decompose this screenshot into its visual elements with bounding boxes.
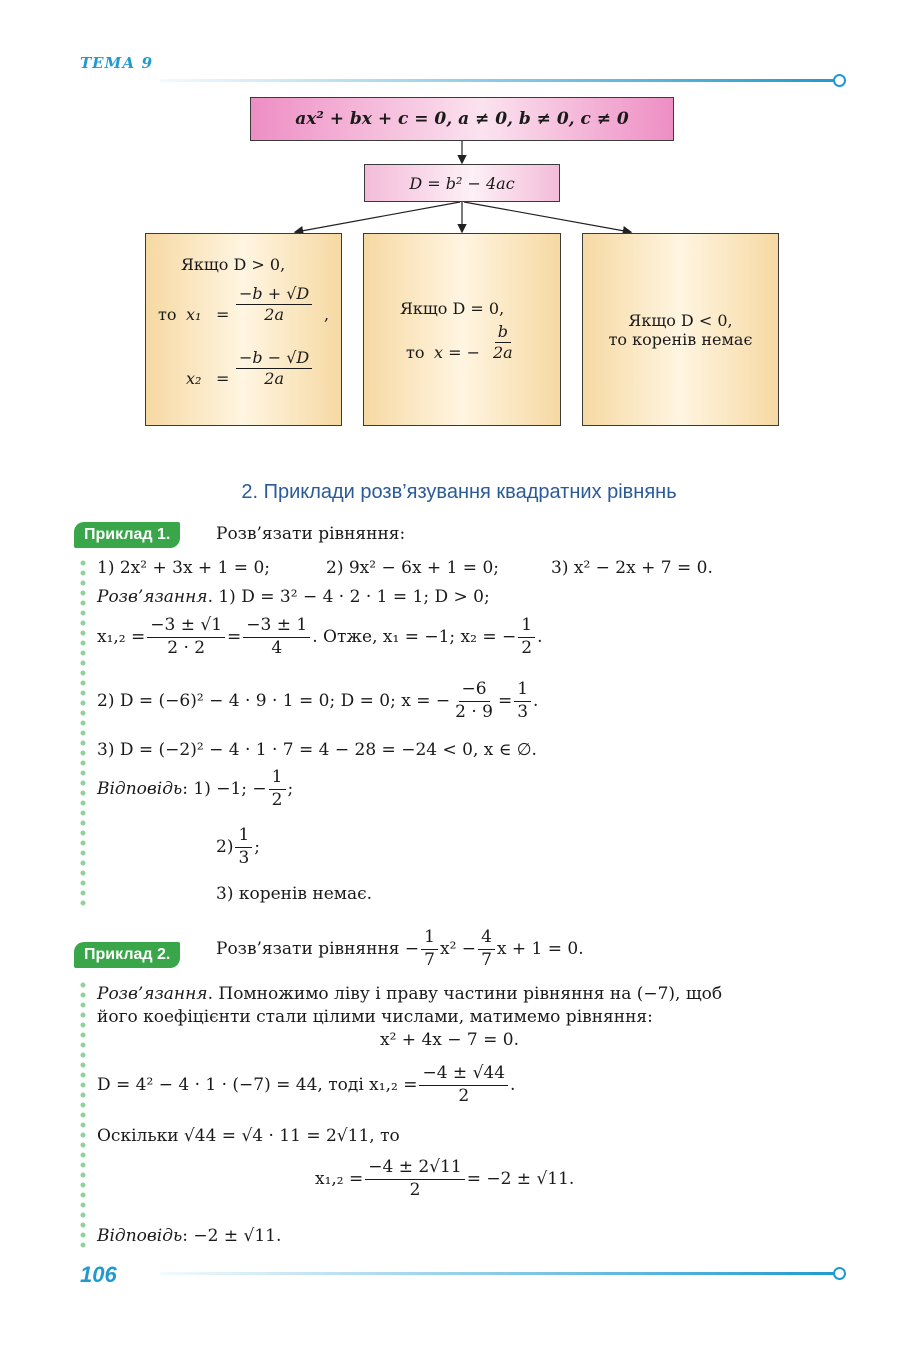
example2-answer: Відповідь : −2 ± √11. [97,1226,282,1246]
case-negative-line1: Якщо D < 0, [628,310,733,330]
case-negative-box [582,233,779,426]
diagram-arrows [0,0,918,240]
footer-rule-end-icon [833,1267,846,1280]
example1-answer-line2: 2) $\frac{1}{3}$ ; [216,825,261,868]
case-zero-x: x = − [434,343,481,362]
arrow-to-case1 [296,202,460,232]
example1-answer-line1: Відповідь : 1) −1; − $\frac{1}{2}$ ; [97,767,294,810]
footer-rule [160,1272,836,1275]
case-positive-box: Якщо D > 0, то x₁ = $\frac{-b + √D}{2a}$ , x₂ = $\frac{-b - √D}{2a}$ [145,233,342,426]
example2-roots: x₁,₂ = $\frac{-4 \pm 2√11}{2}$ = −2 ± √11. [315,1157,575,1200]
example1-task: Розв’язати рівняння: [216,524,406,544]
case-positive-to: то [158,305,177,324]
example1-solution-line4: 3) D = (−2)² − 4 · 1 · 7 = 4 − 28 = −24 < 0, x ∈ ∅. [97,740,537,760]
arrow-to-case3 [464,202,630,232]
example1-solution-line1: Розв’язання . 1) D = 3² − 4 · 2 · 1 = 1; D > 0; [97,587,490,607]
equation-box: ax² + bx + c = 0, a ≠ 0, b ≠ 0, c ≠ 0 [250,97,674,141]
case-positive-x1-fraction: $\frac{-b + √D}{2a}$ [236,285,312,325]
example2-solution-text1: Розв’язання . Помножимо ліву і праву частини рівняння на (−7), щоб [97,984,723,1004]
example1-badge: Приклад 1. [74,522,180,548]
example1-equations: 1) 2x² + 3x + 1 = 0; 2) 9x² − 6x + 1 = 0; 3) x² − 2x + 7 = 0. [97,558,713,578]
example2-equation: x² + 4x − 7 = 0. [380,1030,519,1050]
example2-badge: Приклад 2. [74,942,180,968]
example1-solution-line2: x₁,₂ = $\frac{-3 \pm √1}{2 \cdot 2}$ = $\frac{-3 \pm 1}{4}$ . Отже, x₁ = −1; x₂ = − $\frac{1}{2}$ . [97,615,543,658]
section-title: 2. Приклади розв’язування квадратних рівнянь [241,481,677,503]
case-positive-condition: Якщо D > 0, [181,255,286,274]
case-positive-x1: x₁ [186,305,202,324]
example1-dotted-rule [80,558,86,906]
case-zero-box [363,233,561,426]
example2-since: Оскільки √44 = √4 · 11 = 2√11, то [97,1126,400,1146]
case-positive-x2: x₂ [186,369,202,388]
topic-label: ТЕМА 9 [80,54,154,72]
discriminant-box: D = b² − 4ac [364,164,560,202]
example2-solution-text2: його коефіцієнти стали цілими числами, матимемо рівняння: [97,1007,653,1027]
case-negative-line2: то коренів немає [608,329,753,349]
page-number: 106 [80,1262,117,1287]
example1-solution-line3: 2) D = (−6)² − 4 · 9 · 1 = 0; D = 0; x = − $\frac{-6}{2 \cdot 9}$ = $\frac{1}{3}$ . [97,679,539,722]
case-positive-x2-fraction: $\frac{-b - √D}{2a}$ [236,349,312,389]
example2-discriminant: D = 4² − 4 · 1 · (−7) = 44, тоді x₁,₂ = $\frac{-4 \pm √44}{2}$ . [97,1063,516,1106]
case-zero-to: то [406,343,425,362]
example1-answer-line3: 3) коренів немає. [216,884,373,904]
example2-task: Розв’язати рівняння − $\frac{1}{7}$ x² − $\frac{4}{7}$ x + 1 = 0. [216,927,584,970]
case-zero-fraction: $\frac{b}{2a}$ [493,322,513,363]
example2-dotted-rule [80,980,86,1250]
case-zero-condition: Якщо D = 0, [400,299,505,318]
